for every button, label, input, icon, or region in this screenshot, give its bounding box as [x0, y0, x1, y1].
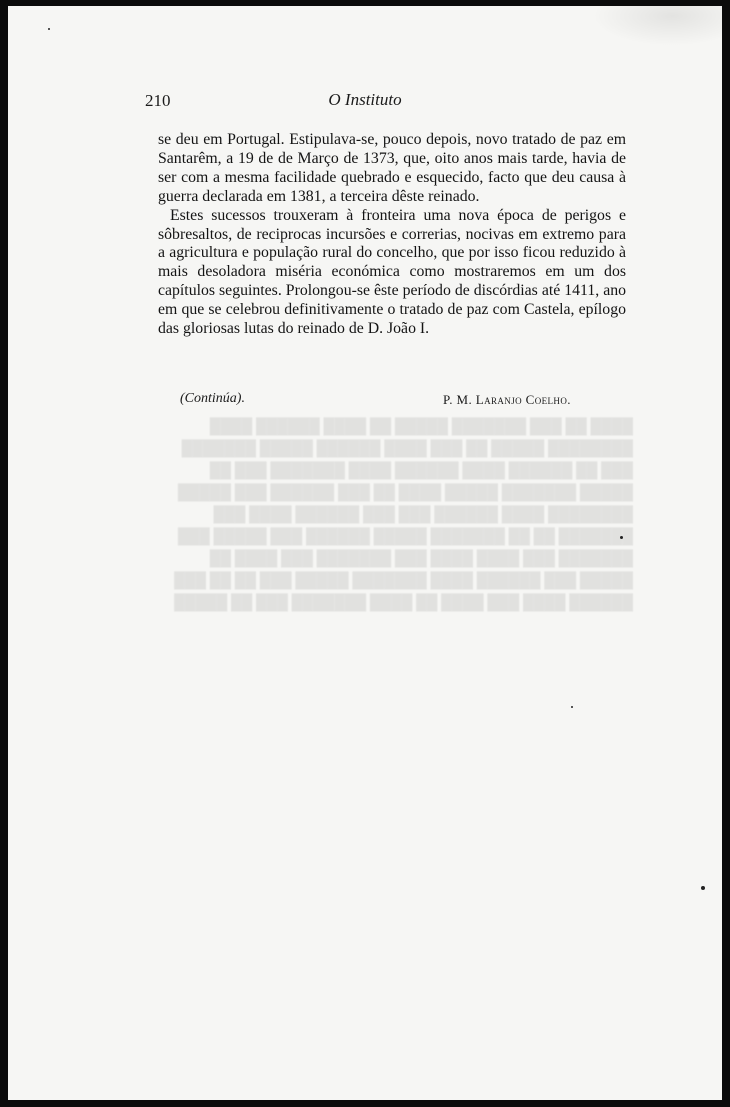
continued-note: (Continúa). [180, 391, 245, 406]
body-text [158, 131, 626, 339]
paragraph: Estes sucessos trouxeram à fronteira uma nova época de perigos e sôbresaltos, de reciprocas incursões e correrias, nocivas em extremo para a agricultura e população rural do concelho, que por isso ficou reduzido à mais desoladora miséria económica como mostraremos em um dos capítulos seguintes. Prolongou-se êste período de discórdias até 1411, ano em que se celebrou definitivamente o tratado de paz com Castela, epílogo das gloriosas lutas do reinado de D. João I. [158, 206, 626, 338]
author-initials: P. M. [443, 392, 473, 407]
paper-speck [701, 886, 705, 890]
author-signature [443, 392, 571, 408]
paper-speck [571, 706, 573, 708]
running-title: O Instituto [328, 90, 402, 109]
paper-speck [48, 28, 50, 30]
show-through-texture: ████ ██ ███ ███████ █████ ██ ████ ██████ ████ ████████ █████ ██ ███ ████ ██████ █████ ███████ ███ ██ ██████ ████ ██████ ████ ███████ ███ ██ █████ ███████ █████ ████ ██ ███ ██████ ███ █████ ████████ ████ ██████ ███ ███ ██████ ████ ███ ███████ ██ ██ ███████ █████ ██████ ███ █████ ███ ███████ ███ ████ ████ ███ ███████ ███ ████ ██ █████ ███ ██████ ████ ███████ █████ ███ ██ ██ ███ ██████ ████ ███ ████ ██ ████ ███████ ███ ██ █████ [174, 419, 633, 611]
document-page [8, 6, 722, 1100]
paper-speck [620, 536, 623, 539]
author-surname: Laranjo Coelho. [475, 392, 571, 407]
page-number: 210 [145, 91, 171, 110]
paragraph: se deu em Portugal. Estipulava-se, pouco depois, novo tratado de paz em Santarêm, a 19 de de Março de 1373, que, oito anos mais tarde, havia de ser com a mesma facilidade quebrado e esquecido, facto que deu causa à guerra declarada em 1381, a terceira dêste reinado. [158, 131, 626, 205]
